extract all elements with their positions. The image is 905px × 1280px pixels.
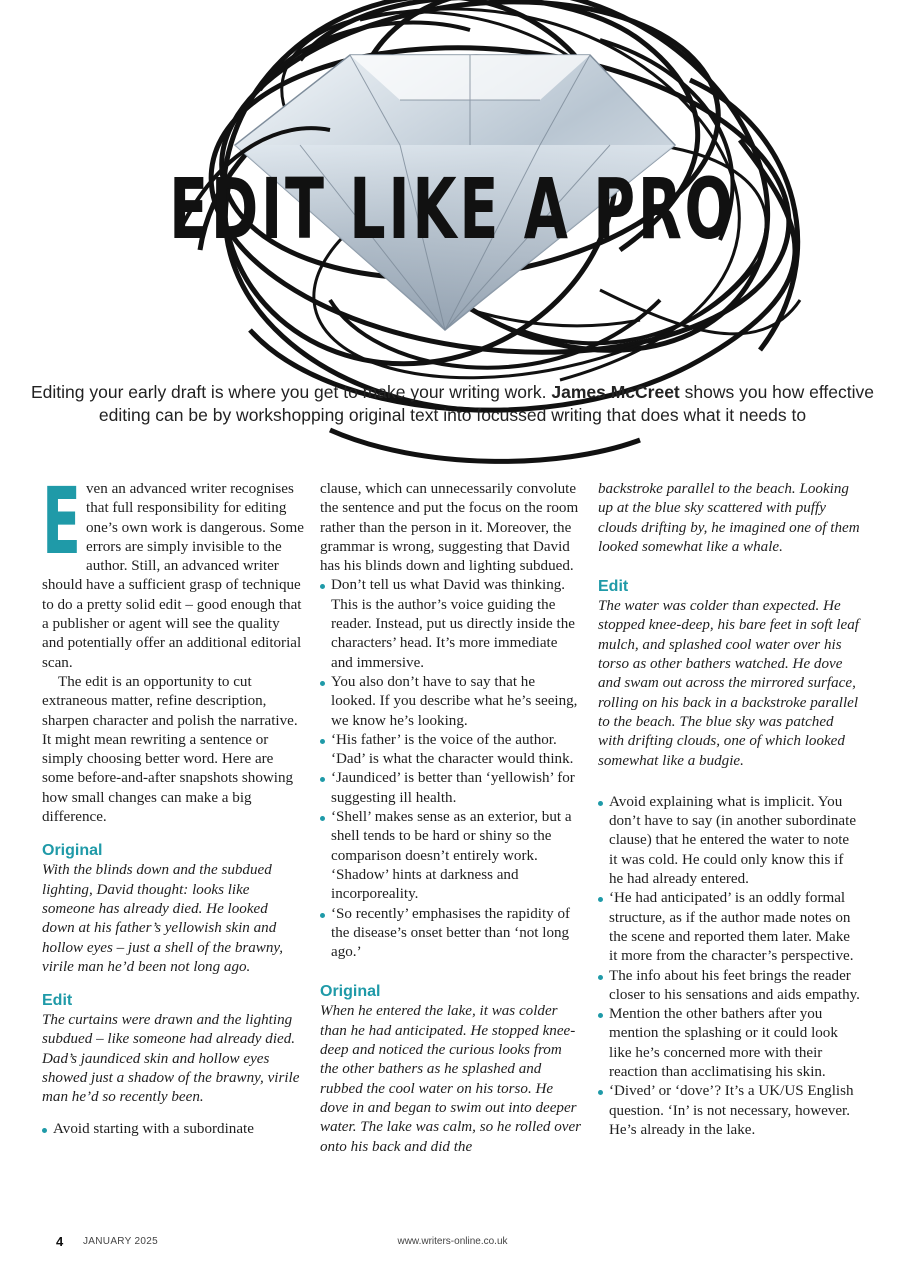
website-url: www.writers-online.co.uk (397, 1236, 508, 1247)
drop-cap: E (42, 468, 81, 575)
original-heading: Original (42, 842, 103, 860)
list-item: ‘Jaundiced’ is better than ‘yellowish’ for suggesting ill health. (320, 769, 582, 808)
list-item: Don’t tell us what David was thinking. This is the author’s voice guiding the reader. Instead, put us directly inside the characters’ head. It’s more immediate and immersive. (320, 576, 582, 672)
list-item: Mention the other bathers after you mention the splashing or it could look like he’s concerned more with their reaction than acclimatising his skin. (598, 1005, 860, 1082)
column-1 (42, 468, 304, 1139)
tips-list (598, 793, 860, 1140)
edit-heading: Edit (42, 992, 73, 1010)
headline-title: EDIT LIKE A PRO (169, 160, 736, 258)
tips-list (42, 1120, 304, 1139)
page-footer (0, 1235, 905, 1251)
list-item: ‘Dived’ or ‘dove’? It’s a UK/US English question. ‘In’ is not necessary, however. He’s already in the lake. (598, 1082, 860, 1140)
edit-heading: Edit (598, 578, 629, 596)
list-item: ‘So recently’ emphasises the rapidity of the disease’s onset better than ‘not long ago.’ (320, 905, 582, 963)
original-excerpt: When he entered the lake, it was colder than he had anticipated. He stopped knee-deep and noticed the curious looks from the other bathers as he splashed and rubbed the cool water on his torso. He dove in and began to swim out into deeper water. The lake was calm, so he rolled over onto his back and did the (320, 1003, 582, 1155)
edit-excerpt: The curtains were drawn and the lighting subdued – like someone had already died. Dad’s jaundiced skin and hollow eyes showed just a shadow of the brawny, virile man he’d so recently been. (42, 1012, 300, 1106)
list-item: Avoid explaining what is implicit. You don’t have to say (in another subordinate clause) that he entered the water to note it was cold. He could only know this if he had already entered. (598, 793, 860, 889)
continued-paragraph: clause, which can unnecessarily convolute the sentence and put the focus on the room rather than the person in it. Moreover, the grammar is wrong, suggesting that David has his blinds down and lighting subdued. (320, 481, 579, 575)
original-excerpt: With the blinds down and the subdued lighting, David thought: looks like someone has already died. He looked down at his father’s yellowish skin and hollow eyes – just a shell of the brawny, virile man he’d been not long ago. (42, 862, 284, 975)
column-3 (598, 480, 860, 1140)
list-item: ‘His father’ is the voice of the author. ‘Dad’ is what the character would think. (320, 731, 582, 770)
original-excerpt-continued: backstroke parallel to the beach. Looking up at the blue sky scattered with puffy clouds drifting by, he imagined one of them looked somewhat like a whale. (598, 481, 860, 555)
list-item: ‘Shell’ makes sense as an exterior, but a shell tends to be hard or shiny so the comparison doesn’t entirely work. ‘Shadow’ hints at darkness and incorporeality. (320, 808, 582, 904)
list-item: The info about his feet brings the reader closer to his sensations and aids empathy. (598, 967, 860, 1006)
body-paragraph: The edit is an opportunity to cut extraneous matter, refine description, sharpen character and polish the narrative. It might mean rewriting a sentence or simply choosing better word. Here are some before-and-after snapshots showing how small changes can make a big difference. (42, 673, 298, 826)
edit-excerpt: The water was colder than expected. He stopped knee-deep, his bare feet in soft leaf mulch, and splashed cool water over his torso as other bathers watched. He dove and swam out across the mirrored surface, rolling on his back in a backstroke parallel to the beach. The blue sky was patched with drifting clouds, one of which looked somewhat like a budgie. (598, 598, 859, 769)
standfirst-tail: shows you how effective editing can be by workshopping original text into focussed writing that does what it needs to (98, 382, 875, 425)
list-item: You also don’t have to say that he looked. If you describe what he’s seeing, we know he’s looking. (320, 673, 582, 731)
standfirst-lead: Editing your early draft is where you get to make your writing work. (30, 382, 547, 402)
issue-date: JANUARY 2025 (83, 1236, 158, 1247)
original-heading: Original (320, 983, 381, 1001)
intro-paragraph: Even an advanced writer recognises that full responsibility for editing one’s own work is dangerous. Some errors are simply invisible to the author. Still, an advanced writer should have a sufficient grasp of technique to do a pretty solid edit – good enough that a publisher or agent will see the quality and potentially offer an additional editorial scan. (42, 468, 304, 671)
list-item: Avoid starting with a subordinate (42, 1120, 304, 1139)
author-name: James McCreet (551, 382, 680, 402)
standfirst (20, 381, 885, 427)
tips-list (320, 576, 582, 962)
column-2 (320, 480, 582, 1157)
page-number: 4 (56, 1234, 64, 1249)
list-item: ‘He had anticipated’ is an oddly formal structure, as if the author made notes on the scene and reported them later. Make it more from the character’s perspective. (598, 889, 860, 966)
